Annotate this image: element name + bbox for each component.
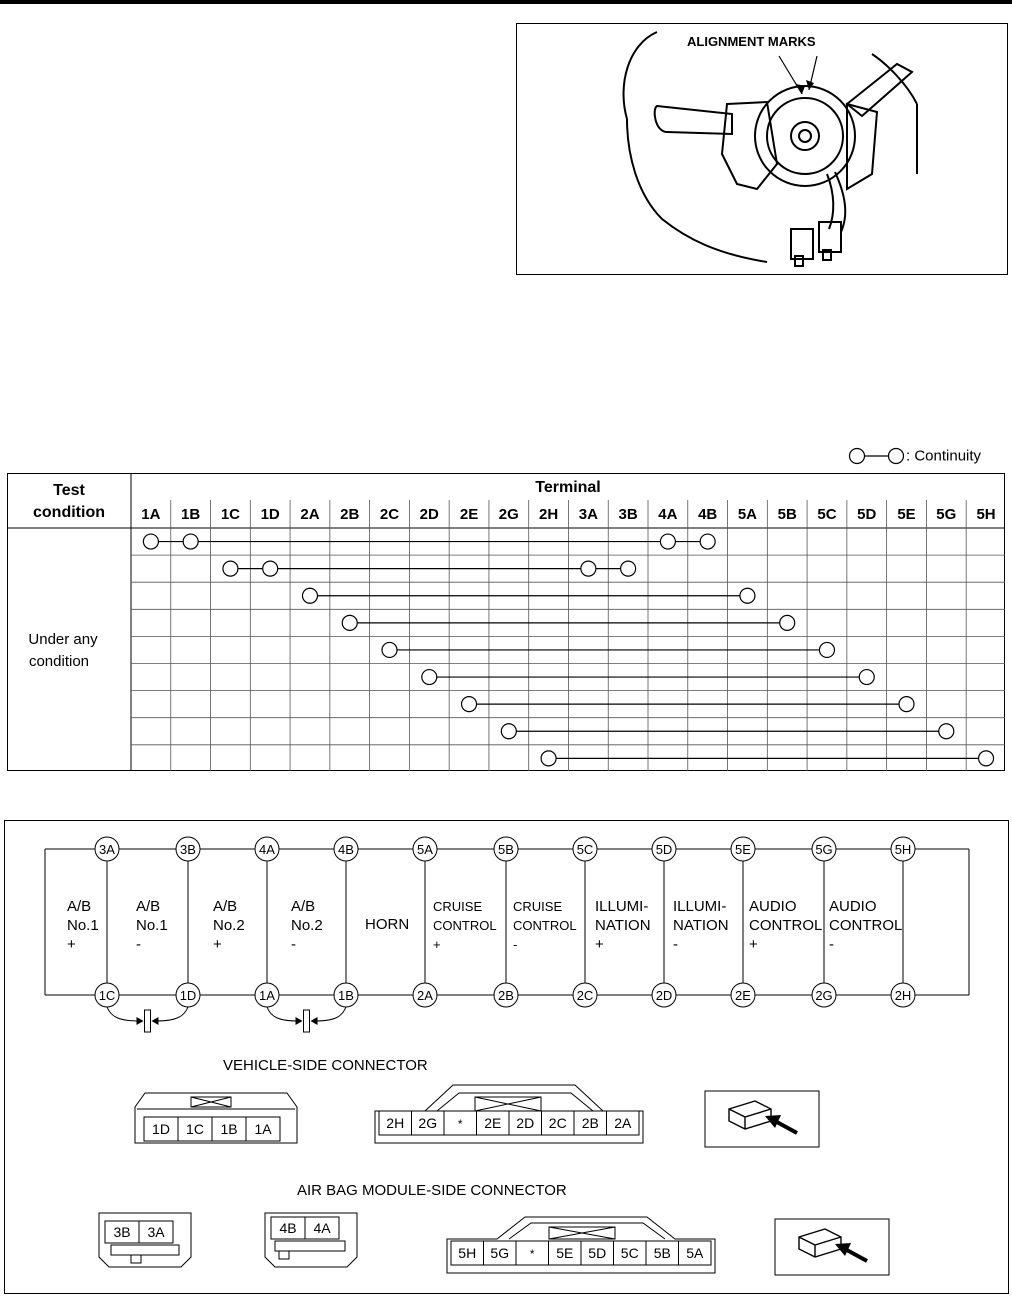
circuit-label: CRUISE [433,899,483,914]
vehicle-connector-2-cavity-label: 2E [484,1115,502,1131]
test-header: Test [53,482,85,499]
terminal-label-1d: 1D [260,506,280,523]
circuit-label: - [673,936,678,953]
continuity-point-2c [382,642,397,657]
short-bar [145,1010,151,1032]
connector-schematic [5,821,1010,1295]
continuity-point-5d [859,670,874,685]
airbag-connector-3-cavity-label: 5C [620,1245,639,1261]
short-arrow [152,1017,159,1025]
continuity-point-1b [183,534,198,549]
bottom-pin-label: 1A [259,988,275,1003]
continuity-legend [848,446,981,466]
circuit-label: NATION [595,917,651,934]
top-pin-label: 5B [498,842,514,857]
vehicle-side-label: VEHICLE-SIDE CONNECTOR [223,1057,428,1074]
circuit-label: No.2 [213,917,245,934]
terminal-label-5g: 5G [936,506,957,523]
vehicle-connector-2-cavity-label: 2B [581,1115,599,1131]
terminal-label-5b: 5B [777,506,797,523]
continuity-point-5g [939,724,954,739]
condition-header: condition [33,504,105,521]
terminal-label-2b: 2B [340,506,360,523]
top-pin-label: 5G [815,842,833,857]
continuity-point-2g [501,724,516,739]
bottom-pin-label: 1C [98,988,116,1003]
short-arrow [137,1017,144,1025]
circuit-label: No.1 [136,917,168,934]
bottom-pin-label: 2B [498,988,514,1003]
bottom-pin-label: 2C [576,988,594,1003]
bottom-pin-label: 2D [655,988,673,1003]
continuity-point-2e [462,697,477,712]
continuity-point-5h [979,751,994,766]
terminal-label-2c: 2C [379,506,400,523]
bottom-pin-label: 2E [735,988,751,1003]
circuit-label: A/B [213,898,238,915]
continuity-point-2b [342,615,357,630]
airbag-connector-2-cavity-label: 4B [279,1220,297,1236]
airbag-connector-1-latch [111,1245,179,1255]
airbag-connector-1-latch [131,1255,141,1263]
terminal-label-3b: 3B [618,506,638,523]
bottom-pin-label: 2H [894,988,912,1003]
spiral-cable-illustration [516,23,1008,275]
airbag-connector-2-cavity-label: 4A [313,1220,331,1236]
terminal-header: Terminal [535,479,601,496]
vehicle-connector-1-cavity-label: 1A [254,1121,272,1137]
circuit-label: - [291,936,296,953]
airbag-connector-2-latch [275,1241,345,1251]
terminal-label-3a: 3A [578,506,598,523]
vehicle-connector-2-cavity-label: * [457,1117,463,1131]
circuit-label: A/B [136,898,161,915]
vehicle-connector-2-cavity-label: 2A [614,1115,632,1131]
terminal-label-5e: 5E [897,506,916,523]
top-pin-label: 5E [735,842,751,857]
circuit-label: CONTROL [749,917,823,934]
circuit-label: + [213,936,222,953]
vehicle-connector-1-cavity-label: 1D [152,1121,170,1137]
terminal-label-1b: 1B [181,506,201,523]
short-arrow [296,1017,303,1025]
header-rule [0,0,1012,4]
continuity-point-1d [263,561,278,576]
alignment-marks-label: ALIGNMENT MARKS [687,34,816,49]
short-bar [304,1010,310,1032]
airbag-connector-1-cavity-label: 3A [147,1224,165,1240]
condition-label: condition [28,653,90,670]
vehicle-connector-1-cavity-label: 1C [186,1121,204,1137]
short-arrow [311,1017,318,1025]
short-wire [267,1007,299,1021]
top-pin-label: 4A [259,842,275,857]
circuit-label: - [513,937,518,952]
vehicle-connector-2-cavity-label: 2C [548,1115,567,1131]
circuit-label: - [136,936,141,953]
circuit-label: AUDIO [749,898,797,915]
vehicle-connector-2-cavity-label: 2D [516,1115,535,1131]
short-wire [315,1007,347,1021]
airbag-connector-3-cavity-label: 5G [490,1245,510,1261]
circuit-label: No.2 [291,917,323,934]
continuity-point-5c [819,642,834,657]
circuit-label: No.1 [67,917,99,934]
circuit-label: CONTROL [433,918,497,933]
circuit-label: ILLUMI- [595,898,649,915]
spiral-cable-drawing [517,24,1007,274]
airbag-connector-3-cavity-label: 5H [458,1245,477,1261]
vehicle-connector-2-cavity-label: 2H [386,1115,405,1131]
continuity-point-1c [223,561,238,576]
continuity-point-2d [422,670,437,685]
circuit-label: - [829,936,834,953]
continuity-point-1a [143,534,158,549]
circuit-label: + [67,936,76,953]
airbag-connector-3-cavity-label: * [529,1247,535,1261]
airbag-connector-3-cavity-label: 5B [653,1245,671,1261]
terminal-label-1c: 1C [220,506,241,523]
bottom-pin-label: 2A [417,988,433,1003]
airbag-connector-3-cavity-label: 5D [588,1245,607,1261]
terminal-label-2a: 2A [300,506,320,523]
terminal-label-5d: 5D [857,506,877,523]
terminal-label-2d: 2D [419,506,439,523]
continuity-point-5e [899,697,914,712]
bottom-pin-label: 1B [338,988,354,1003]
continuity-symbol-icon [848,446,906,466]
condition-label: Under any [28,631,98,648]
circuit-label: + [433,937,441,952]
continuity-point-3b [621,561,636,576]
top-pin-label: 3A [99,842,115,857]
continuity-point-4a [660,534,675,549]
continuity-table [7,473,1005,773]
legend-text: : Continuity [906,447,982,465]
terminal-label-5c: 5C [817,506,837,523]
circuit-label: CONTROL [513,918,577,933]
wiring-diagram [4,820,1009,1294]
top-pin-label: 5D [655,842,673,857]
circuit-label: + [749,936,758,953]
top-pin-label: 4B [338,842,354,857]
continuity-point-5a [740,588,755,603]
continuity-point-4b [700,534,715,549]
short-wire [107,1007,140,1021]
circuit-label: CONTROL [829,917,903,934]
top-pin-label: 3B [180,842,196,857]
airbag-connector-1-cavity-label: 3B [113,1224,131,1240]
continuity-point-2a [302,588,317,603]
circuit-label: AUDIO [829,898,877,915]
circuit-label: ILLUMI- [673,898,727,915]
terminal-label-4b: 4B [698,506,718,523]
circuit-label: + [595,936,604,953]
airbag-connector-3-cavity-label: 5A [686,1245,704,1261]
airbag-connector-2-latch [279,1251,289,1259]
circuit-label: CRUISE [513,899,563,914]
terminal-label-5a: 5A [737,506,758,523]
terminal-label-5h: 5H [976,506,996,523]
top-pin-label: 5C [576,842,594,857]
terminal-label-4a: 4A [658,506,678,523]
top-pin-label: 5A [417,842,433,857]
bottom-pin-label: 2G [815,988,833,1003]
airbag-connector-3-cavity-label: 5E [556,1245,574,1261]
circuit-label: A/B [291,898,316,915]
circuit-label: NATION [673,917,729,934]
terminal-label-2h: 2H [538,506,559,523]
circuit-label: HORN [365,916,410,933]
bottom-pin-label: 1D [179,988,197,1003]
terminal-label-2e: 2E [459,506,479,523]
circuit-label: A/B [67,898,92,915]
airbag-side-label: AIR BAG MODULE-SIDE CONNECTOR [297,1182,567,1199]
vehicle-connector-1-cavity-label: 1B [220,1121,238,1137]
continuity-point-5b [780,615,795,630]
vehicle-connector-2-cavity-label: 2G [418,1115,438,1131]
continuity-point-2h [541,751,556,766]
top-pin-label: 5H [894,842,912,857]
continuity-point-3a [581,561,596,576]
terminal-label-1a: 1A [141,506,161,523]
short-wire [156,1007,189,1021]
terminal-label-2g: 2G [498,506,519,523]
